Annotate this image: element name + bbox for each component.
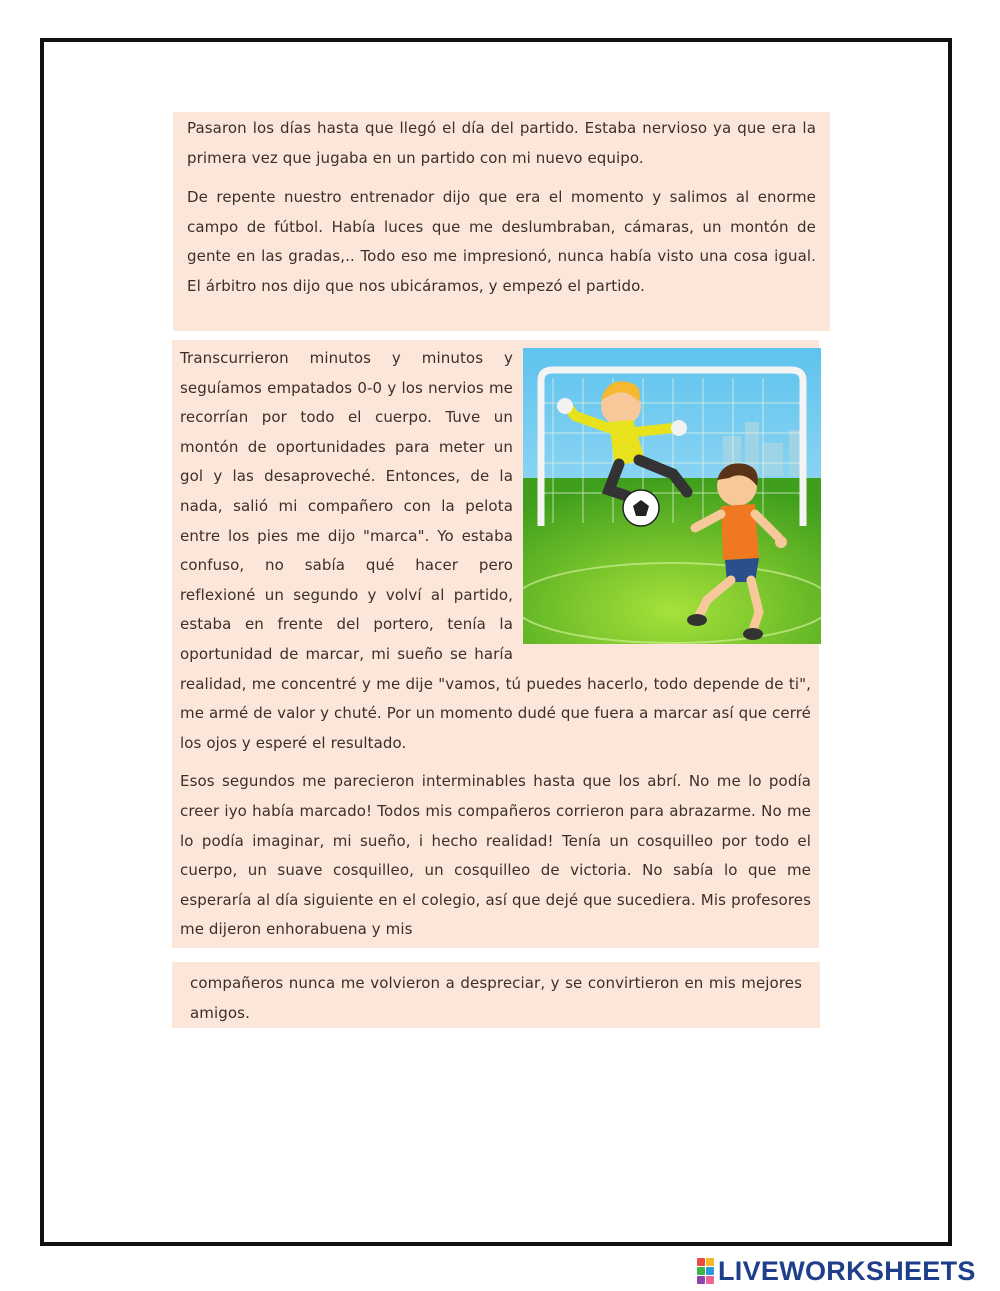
paragraph-3: Transcurrieron minutos y minutos y seguíamos empatados 0-0 y los nervios me recorrían por todo el cuerpo. Tuve un montón de oportunidades para meter un gol y las desaproveché. Entonces, de la nada, salió mi compañero con la pelota entre los pies me dijo "marca". Yo estaba confuso, no sabía qué hacer pero reflexioné un segundo y volví al partido, estaba en frente del portero, tenía la oportunidad de marcar, mi sueño se haría realidad, me concentré y me dije "vamos, tú puedes hacerlo, todo depende de ti", me armé de valor y chuté. Por un momento dudé que fuera a marcar así que cerré los ojos y esperé el resultado. <box>180 349 811 752</box>
text-block-2 <box>172 340 819 948</box>
brand-name: LIVEWORKSHEETS <box>718 1255 976 1286</box>
paragraph-2: De repente nuestro entrenador dijo que era el momento y salimos al enorme campo de fútbol. Había luces que me deslumbraban, cámaras, un montón de gente en las gradas,.. Todo eso me impresionó, nunca había visto una cosa igual. El árbitro nos dijo que nos ubicáramos, y empezó el partido. <box>187 188 816 295</box>
paragraph-4: Esos segundos me parecieron interminables hasta que los abrí. No me lo podía creer iyo había marcado! Todos mis compañeros corrieron para abrazarme. No me lo podía imaginar, mi sueño, i hecho realidad! Tenía un cosquilleo por todo el cuerpo, un suave cosquilleo, un cosquilleo de victoria. No sabía lo que me esperaría al día siguiente en el colegio, así que dejé que sucediera. Mis profesores me dijeron enhorabuena y mis <box>180 772 811 939</box>
text-block-3 <box>172 962 820 1028</box>
paragraph-1: Pasaron los días hasta que llegó el día del partido. Estaba nervioso ya que era la primera vez que jugaba en un partido con mi nuevo equipo. <box>187 119 816 167</box>
paragraph-5: compañeros nunca me volvieron a despreciar, y se convirtieron en mis mejores amigos. <box>190 974 802 1022</box>
soccer-illustration <box>523 348 821 644</box>
liveworksheets-logo[interactable] <box>697 1256 976 1286</box>
text-block-1 <box>173 112 830 331</box>
logo-icon <box>697 1258 714 1284</box>
